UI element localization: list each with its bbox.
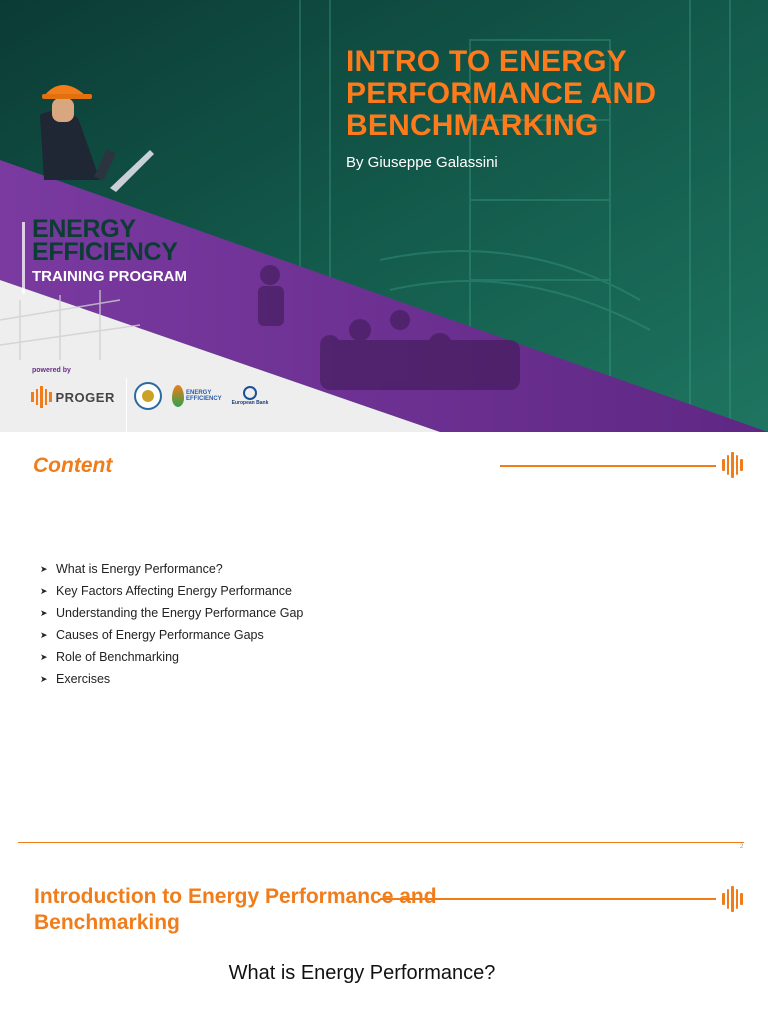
cover-title-line1: INTRO TO ENERGY: [346, 45, 627, 78]
content-slide-title: Content: [33, 454, 113, 477]
partner-logos: [134, 382, 268, 410]
agenda-item: [40, 646, 303, 668]
cover-slide: [0, 0, 768, 432]
agenda-item-text: What is Energy Performance?: [56, 562, 223, 576]
powered-by-label: powered by: [32, 367, 71, 374]
energy-efficiency-logo: [172, 385, 222, 407]
arrow-bullet-icon: ➤: [40, 629, 48, 640]
ee-logo-line2: EFFICIENCY: [186, 396, 222, 402]
program-logo: [32, 215, 187, 285]
agenda-item: [40, 602, 303, 624]
arrow-bullet-icon: ➤: [40, 607, 48, 618]
intro-title-line1: Introduction to Energy Performance and: [34, 885, 437, 908]
title-rule: [500, 465, 716, 467]
intro-slide: [0, 852, 768, 1024]
agenda-item-text: Key Factors Affecting Energy Performance: [56, 584, 292, 598]
agenda-item: [40, 668, 303, 690]
proger-bars-icon: [31, 386, 52, 408]
proger-mark-icon: [722, 452, 743, 478]
ee-logo-line1: ENERGY: [186, 390, 212, 396]
program-line1: ENERGY: [32, 215, 136, 243]
program-line3: TRAINING PROGRAM: [32, 268, 187, 285]
program-accent-bar: [22, 222, 25, 294]
cover-title: [346, 46, 746, 142]
agenda-item-text: Role of Benchmarking: [56, 650, 179, 664]
proger-logo: [31, 386, 115, 408]
agenda-list: [40, 558, 303, 690]
bank-ring-icon: [243, 386, 257, 400]
agenda-item: [40, 624, 303, 646]
logo-divider: [126, 378, 127, 432]
intro-slide-title: [34, 884, 474, 936]
arrow-bullet-icon: ➤: [40, 673, 48, 684]
proger-wordmark: PROGER: [55, 389, 115, 405]
leaf-drop-icon: [172, 385, 184, 407]
page-number: 2: [740, 844, 744, 850]
arrow-bullet-icon: ➤: [40, 585, 48, 596]
government-seal-icon: [134, 382, 162, 410]
slide-bottom-rule: [18, 842, 744, 843]
program-line2: EFFICIENCY: [32, 238, 178, 266]
proger-mark-icon: [722, 886, 743, 912]
cover-author: By Giuseppe Galassini: [346, 154, 498, 171]
content-slide: [0, 432, 768, 852]
agenda-item: [40, 558, 303, 580]
bank-name: European Bank: [231, 400, 269, 406]
cover-title-line3: BENCHMARKING: [346, 109, 599, 142]
intro-subtitle: What is Energy Performance?: [228, 962, 496, 984]
cover-title-line2: PERFORMANCE AND: [346, 77, 657, 110]
arrow-bullet-icon: ➤: [40, 563, 48, 574]
agenda-item-text: Causes of Energy Performance Gaps: [56, 628, 264, 642]
agenda-item-text: Understanding the Energy Performance Gap: [56, 606, 304, 620]
bank-logo: [232, 386, 269, 406]
agenda-item-text: Exercises: [56, 672, 111, 686]
intro-title-line2: Benchmarking: [34, 911, 180, 934]
arrow-bullet-icon: ➤: [40, 651, 48, 662]
agenda-item: [40, 580, 303, 602]
